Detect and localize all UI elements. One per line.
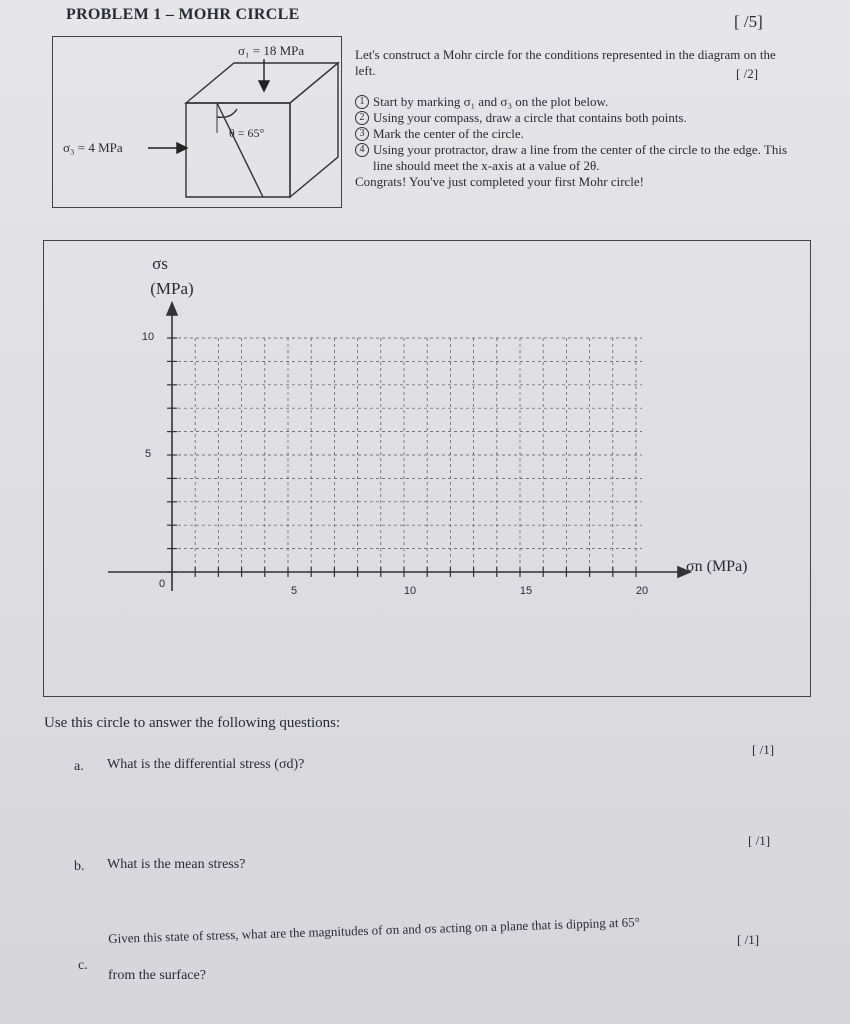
step-number-icon: 1 [355, 95, 369, 109]
step-text: Using your protractor, draw a line from the center of the circle to the edge. This line should meet the x-axis at a value of 2θ. [373, 142, 788, 173]
step-item [355, 126, 795, 142]
sigma1-label: σ₁ = 18 MPa [238, 43, 305, 58]
question-a-text: What is the differential stress (σd)? [107, 757, 305, 772]
question-c-score: [ /1] [737, 932, 760, 947]
theta-label: θ = 65° [229, 126, 265, 140]
y-axis-arrowhead-icon [167, 303, 177, 315]
y-tick-label: 5 [144, 448, 152, 460]
x-tick-label: 5 [290, 585, 298, 597]
x-tick-label: 10 [403, 585, 417, 597]
step-number-icon: 4 [355, 143, 369, 157]
step-text: Using your compass, draw a circle that contains both points. [373, 110, 687, 125]
sigma1-arrowhead-icon [259, 81, 269, 91]
question-a-score: [ /1] [752, 742, 775, 757]
mohr-plot-box [43, 240, 811, 697]
cube-side-face [290, 63, 338, 197]
problem-title: PROBLEM 1 – MOHR CIRCLE [66, 6, 300, 23]
mohr-plot[interactable] [44, 241, 810, 696]
x-axis-label: σn (MPa) [686, 558, 748, 575]
y-tick-label: 10 [141, 331, 155, 343]
step-item [355, 94, 795, 110]
x-tick-label: 0 [158, 578, 166, 590]
question-b-score: [ /1] [748, 833, 771, 848]
questions-lead: Use this circle to answer the following questions: [44, 715, 341, 731]
congrats-text: Congrats! You've just completed your first Mohr circle! [355, 174, 645, 189]
y-axis-unit: (MPa) [150, 279, 194, 298]
step-item [355, 142, 795, 174]
question-a-letter: a. [74, 759, 84, 774]
tick-marks [167, 338, 636, 577]
y-axis-symbol: σs [152, 254, 168, 273]
step-number-icon: 3 [355, 127, 369, 141]
step-item [355, 110, 795, 126]
question-b-text: What is the mean stress? [107, 857, 246, 872]
cube-front-face [186, 103, 290, 197]
stress-cube-figure [53, 37, 343, 209]
total-score: [ /5] [734, 12, 763, 31]
question-b-letter: b. [74, 859, 85, 874]
x-tick-label: 15 [519, 585, 533, 597]
plot-grid [172, 338, 642, 572]
question-c-letter: c. [78, 958, 88, 973]
step-text: Start by marking σ₁ and σ₃ on the plot below. [373, 94, 609, 109]
question-c-text-continued: from the surface? [108, 968, 206, 983]
intro-score: [ /2] [736, 66, 759, 81]
step-text: Mark the center of the circle. [373, 126, 524, 141]
question-c-text: Given this state of stress, what are the magnitudes of σn and σs acting on a plane that is dipping at 65° [108, 914, 641, 946]
intro-text: Let's construct a Mohr circle for the conditions represented in the diagram on the left. [355, 47, 776, 78]
x-tick-label: 20 [635, 585, 649, 597]
instruction-steps [355, 94, 795, 190]
step-number-icon: 2 [355, 111, 369, 125]
sigma3-label: σ₃ = 4 MPa [63, 140, 123, 155]
stress-diagram [52, 36, 342, 208]
